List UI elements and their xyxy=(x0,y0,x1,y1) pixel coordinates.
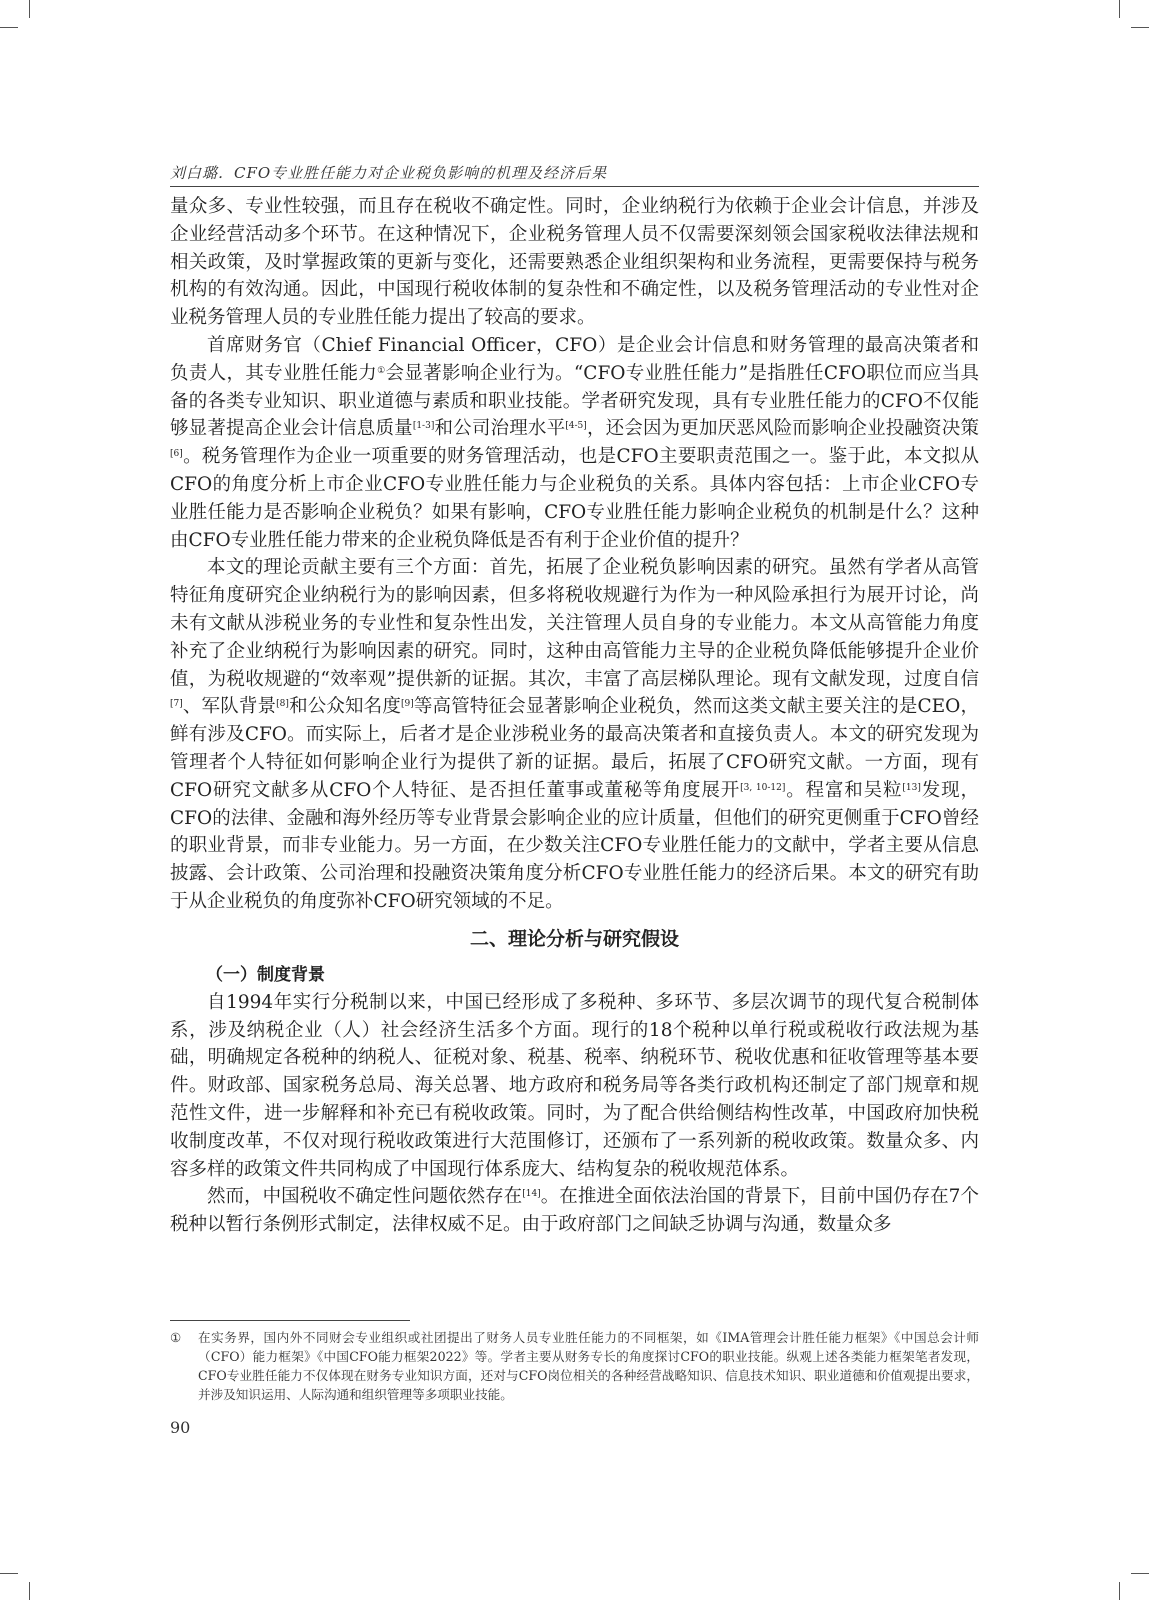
citation[interactable]: [1-3] xyxy=(412,421,435,432)
text-run: ，还会因为更加厌恶风险而影响企业投融资决策 xyxy=(586,418,979,440)
crop-mark xyxy=(1119,0,1120,18)
footnote xyxy=(170,1328,979,1404)
text-run: 会显著影响企业行为。“CFO专业胜任能力”是指胜任CFO职位而应当具备的各类专业知识、职业道德与素质和职业技能。学者研究发现，具有专业胜任能力的CFO不仅能够显著提高企业会计信息质量 xyxy=(170,362,979,440)
footnote-text: 在实务界，国内外不同财会专业组织或社团提出了财务人员专业胜任能力的不同框架，如《IMA管理会计胜任能力框架》《中国总会计师（CFO）能力框架》《中国CFO能力框架2022》等。学者主要从财务专长的角度探讨CFO的职业技能。纵观上述各类能力框架笔者发现，CFO专业胜任能力不仅体现在财务专业知识方面，还对与CFO岗位相关的各种经营战略知识、信息技术知识、职业道德和价值观提出要求，并涉及知识运用、人际沟通和组织管理等多项职业技能。 xyxy=(198,1330,979,1402)
text-run: 。税务管理作为企业一项重要的财务管理活动，也是CFO主要职责范围之一。鉴于此，本文拟从CFO的角度分析上市企业CFO专业胜任能力与企业税负的关系。具体内容包括：上市企业CFO专业胜任能力是否影响企业税负？如果有影响，CFO专业胜任能力影响企业税负的机制是什么？这种由CFO专业胜任能力带来的企业税负降低是否有利于企业价值的提升？ xyxy=(170,446,979,551)
text-run: 自1994年实行分税制以来，中国已经形成了多税种、多环节、多层次调节的现代复合税制体系，涉及纳税企业（人）社会经济生活多个方面。现行的18个税种以单行税或税收行政法规为基础，明确规定各税种的纳税人、征税对象、税基、税率、纳税环节、税收优惠和征收管理等基本要件。财政部、国家税务总局、海关总署、地方政府和税务局等各类行政机构还制定了部门规章和规范性文件，进一步解释和补充已有税收政策。同时，为了配合供给侧结构性改革，中国政府加快税收制度改革，不仅对现行税收政策进行大范围修订，还颁布了一系列新的税收政策。数量众多、内容多样的政策文件共同构成了中国现行体系庞大、结构复杂的税收规范体系。 xyxy=(170,991,979,1180)
crop-mark xyxy=(0,1573,18,1574)
text-run: 和公众知名度 xyxy=(288,696,401,718)
text-run: 。在推进全面依法治国的背景下，目前中国仍存在7个税种以暂行条例形式制定，法律权威不足。由于政府部门之间缺乏协调与沟通，数量众多 xyxy=(170,1186,979,1236)
crop-mark xyxy=(1131,1573,1149,1574)
paragraph xyxy=(170,1183,979,1239)
paragraph xyxy=(170,332,979,554)
footnote-ref[interactable]: ① xyxy=(377,365,386,376)
text-run: 本文的理论贡献主要有三个方面：首先，拓展了企业税负影响因素的研究。虽然有学者从高管特征角度研究企业纳税行为的影响因素，但多将税收规避行为作为一种风险承担行为展开讨论，尚未有文献从涉税业务的专业性和复杂性出发，关注管理人员自身的专业能力。本文从高管能力角度补充了企业纳税行为影响因素的研究。同时，这种由高管能力主导的企业税负降低能够提升企业价值，为税收规避的“效率观”提供新的证据。其次，丰富了高层梯队理论。现有文献发现，过度自信 xyxy=(170,557,979,690)
citation[interactable]: [13] xyxy=(902,782,921,793)
crop-mark xyxy=(29,1582,30,1600)
citation[interactable]: [6] xyxy=(170,449,183,460)
text-run: 、军队背景 xyxy=(182,696,277,718)
paragraph xyxy=(170,989,979,1184)
paragraph xyxy=(170,554,979,915)
subsection-title: （一）制度背景 xyxy=(206,964,325,985)
citation[interactable]: [7] xyxy=(170,699,183,710)
text-run: 然而，中国税收不确定性问题依然存在 xyxy=(207,1186,523,1208)
text-run: 量众多、专业性较强，而且存在税收不确定性。同时，企业纳税行为依赖于企业会计信息，并涉及企业经营活动多个环节。在这种情况下，企业税务管理人员不仅需要深刻领会国家税收法律法规和相关政策，及时掌握政策的更新与变化，还需要熟悉企业组织架构和业务流程，更需要保持与税务机构的有效沟通。因此，中国现行税收体制的复杂性和不确定性，以及税务管理活动的专业性对企业税务管理人员的专业胜任能力提出了较高的要求。 xyxy=(170,196,979,329)
footnote-mark: ① xyxy=(170,1330,182,1345)
body-text xyxy=(170,193,979,1239)
crop-mark xyxy=(0,27,18,28)
footnote-rule xyxy=(170,1320,410,1321)
text-run: 。程富和吴粒 xyxy=(785,779,903,801)
page-number: 90 xyxy=(170,1418,191,1437)
header-rule xyxy=(170,160,979,187)
crop-mark xyxy=(1119,1582,1120,1600)
section-title: 二、理论分析与研究假设 xyxy=(469,927,679,950)
crop-mark xyxy=(1131,27,1149,28)
citation[interactable]: [8] xyxy=(276,699,289,710)
running-header: 刘白璐．CFO专业胜任能力对企业税负影响的机理及经济后果 xyxy=(170,164,608,182)
text-run: 首席财务官（Chief Financial Officer，CFO）是企业会计信息和财务管理的最高决策者和负责人，其专业胜任能力 xyxy=(170,334,979,384)
citation[interactable]: [4-5] xyxy=(565,421,587,432)
citation[interactable]: [3, 10-12] xyxy=(740,782,786,793)
text-run: 和公司治理水平 xyxy=(434,418,566,440)
text-run: 发现，CFO的法律、金融和海外经历等专业背景会影响企业的应计质量，但他们的研究更侧重于CFO曾经的职业背景，而非专业能力。另一方面，在少数关注CFO专业胜任能力的文献中，学者主要从信息披露、会计政策、公司治理和投融资决策角度分析CFO专业胜任能力的经济后果。本文的研究有助于从企业税负的角度弥补CFO研究领域的不足。 xyxy=(170,779,979,912)
text-run: 等高管特征会显著影响企业税负，然而这类文献主要关注的是CEO，鲜有涉及CFO。而实际上，后者才是企业涉税业务的最高决策者和直接负责人。本文的研究发现为管理者个人特征如何影响企业行为提供了新的证据。最后，拓展了CFO研究文献。一方面，现有CFO研究文献多从CFO个人特征、是否担任董事或董秘等角度展开 xyxy=(170,696,979,801)
citation[interactable]: [9] xyxy=(401,699,414,710)
crop-mark xyxy=(29,0,30,18)
paragraph xyxy=(170,193,979,332)
citation[interactable]: [14] xyxy=(522,1189,541,1200)
